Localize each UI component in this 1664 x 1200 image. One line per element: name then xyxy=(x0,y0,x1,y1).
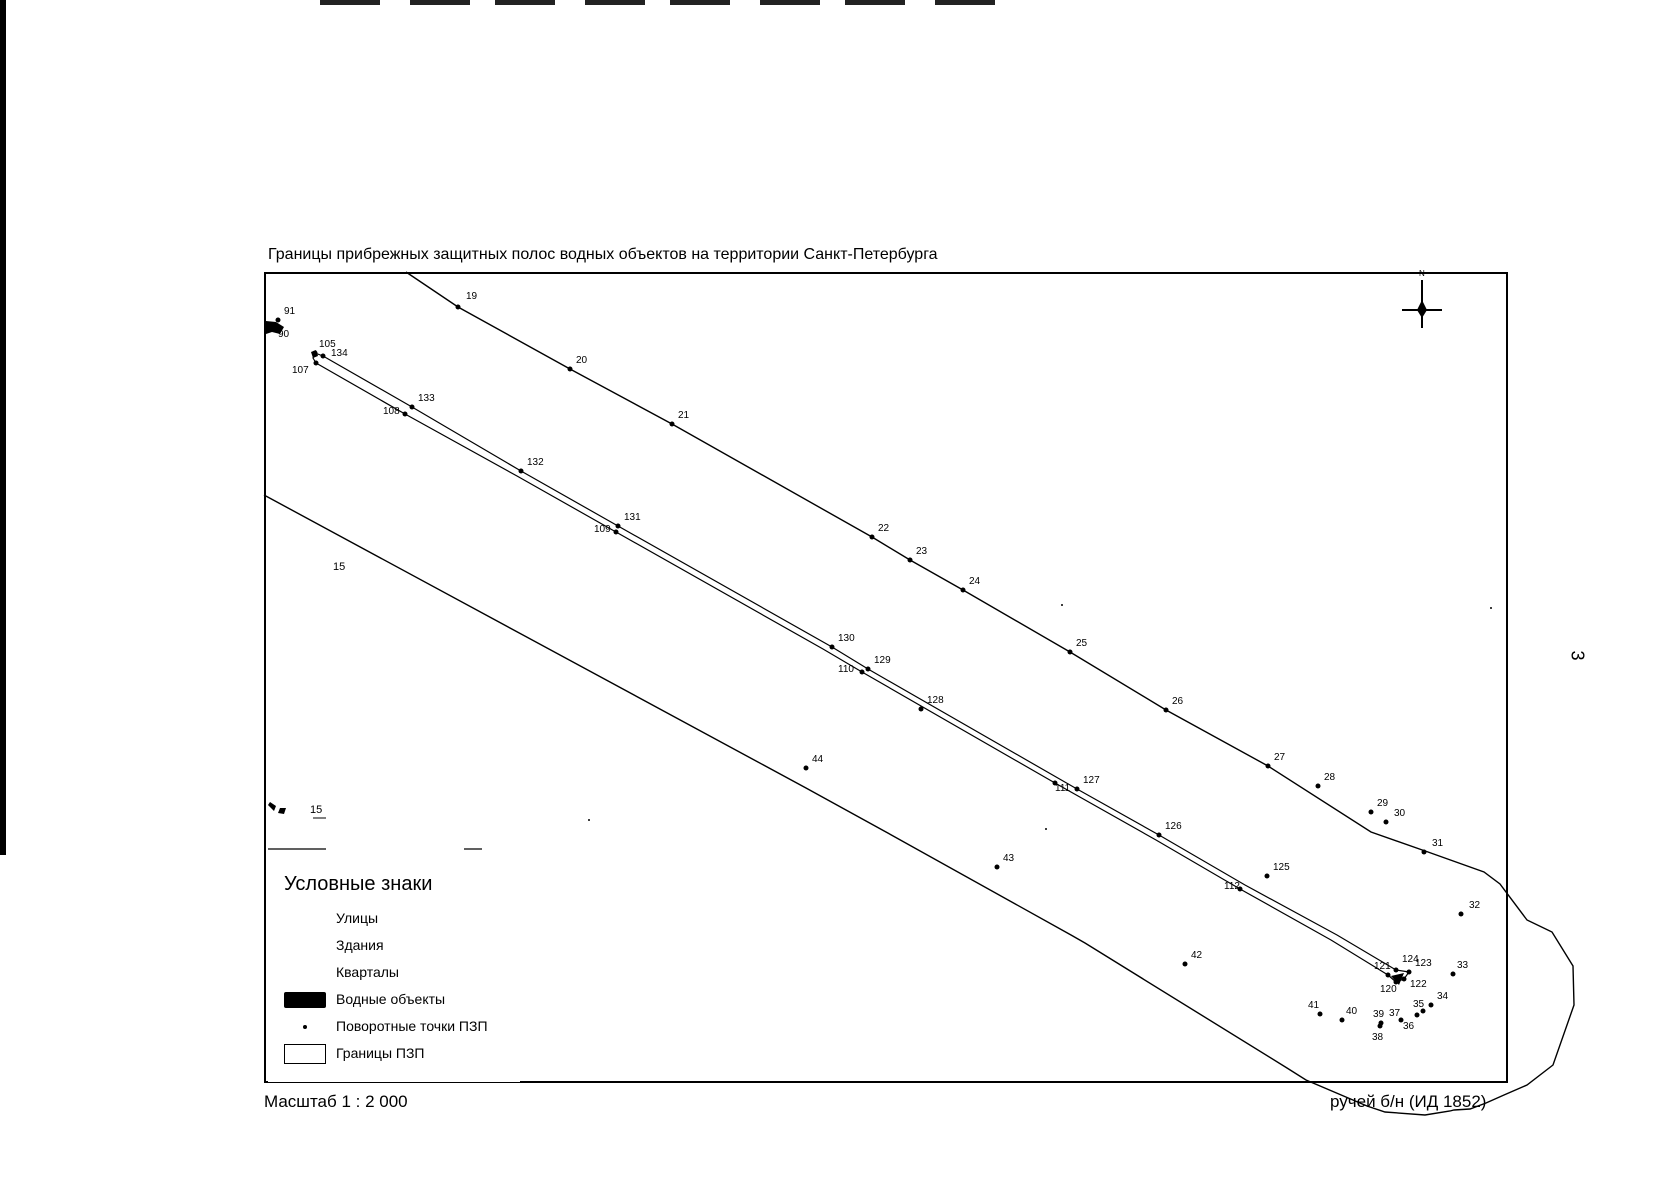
legend-label: Поворотные точки ПЗП xyxy=(336,1018,488,1034)
turning-point-label-40: 40 xyxy=(1346,1006,1358,1017)
turning-point-label-108: 108 xyxy=(383,406,400,417)
turning-point-label-128: 128 xyxy=(927,695,944,706)
block-symbol xyxy=(284,965,326,981)
noise-dot xyxy=(1045,828,1047,830)
turning-point-label-27: 27 xyxy=(1274,752,1286,763)
turning-point-105 xyxy=(313,351,318,356)
turning-point-42 xyxy=(1183,962,1188,967)
turning-point-label-110: 110 xyxy=(838,664,854,675)
turning-point-label-41: 41 xyxy=(1308,1000,1320,1011)
turning-point-124 xyxy=(1394,968,1399,973)
map-object-name: ручей б/н (ИД 1852) xyxy=(1330,1092,1487,1111)
turning-point-label-91: 91 xyxy=(284,306,296,317)
turning-point-label-22: 22 xyxy=(878,523,890,534)
turning-point-label-120: 120 xyxy=(1380,984,1397,995)
turning-point-label-107: 107 xyxy=(292,365,309,376)
turning-point-22 xyxy=(870,535,875,540)
turning-point-label-123: 123 xyxy=(1415,958,1432,969)
turning-point-label-31: 31 xyxy=(1432,838,1444,849)
turning-point-label-24: 24 xyxy=(969,576,981,587)
turning-point-132 xyxy=(519,469,524,474)
legend-label: Границы ПЗП xyxy=(336,1045,425,1061)
turning-point-label-125: 125 xyxy=(1273,862,1290,873)
turning-point-label-35: 35 xyxy=(1413,999,1425,1010)
block-label-15: 15 xyxy=(333,561,346,573)
building-symbol xyxy=(284,938,326,954)
turning-point-131 xyxy=(616,524,621,529)
scan-edge xyxy=(0,0,6,855)
turning-point-108 xyxy=(403,412,408,417)
legend-label: Улицы xyxy=(336,910,379,926)
legend-panel xyxy=(268,853,520,1082)
turning-point-133 xyxy=(410,405,415,410)
noise-dot xyxy=(1490,607,1492,609)
turning-point-19 xyxy=(456,305,461,310)
legend-label: Кварталы xyxy=(336,964,399,980)
boundary-symbol xyxy=(284,1044,326,1064)
turning-point-41 xyxy=(1318,1012,1323,1017)
turning-point-label-43: 43 xyxy=(1003,853,1015,864)
scale-label: Масштаб 1 : 2 000 xyxy=(264,1092,408,1111)
turning-point-label-23: 23 xyxy=(916,546,928,557)
turning-point-39 xyxy=(1379,1021,1384,1026)
turning-point-label-127: 127 xyxy=(1083,775,1100,786)
turning-point-symbol xyxy=(284,1019,326,1035)
turning-point-20 xyxy=(568,367,573,372)
turning-point-label-133: 133 xyxy=(418,393,435,404)
turning-point-126 xyxy=(1157,833,1162,838)
turning-point-34 xyxy=(1429,1003,1434,1008)
turning-point-label-36: 36 xyxy=(1403,1021,1415,1032)
turning-point-label-21: 21 xyxy=(678,410,690,421)
turning-point-label-42: 42 xyxy=(1191,950,1203,961)
legend-label: Водные объекты xyxy=(336,991,446,1007)
turning-point-90 xyxy=(270,323,275,328)
noise-dot xyxy=(588,819,590,821)
turning-point-label-112: 112 xyxy=(1224,881,1240,892)
water-symbol xyxy=(284,992,326,1008)
turning-point-label-19: 19 xyxy=(466,291,478,302)
turning-point-25 xyxy=(1068,650,1073,655)
block-label-15-b: 15 xyxy=(310,804,323,816)
map-title: Границы прибрежных защитных полос водных объектов на территории Санкт-Петербурга xyxy=(268,246,938,263)
turning-point-33 xyxy=(1451,972,1456,977)
turning-point-label-124: 124 xyxy=(1402,954,1419,965)
turning-point-label-33: 33 xyxy=(1457,960,1469,971)
turning-point-128 xyxy=(919,707,924,712)
turning-point-26 xyxy=(1164,708,1169,713)
turning-point-29 xyxy=(1369,810,1374,815)
turning-point-107 xyxy=(314,361,319,366)
turning-point-24 xyxy=(961,588,966,593)
turning-point-36 xyxy=(1415,1013,1420,1018)
turning-point-label-26: 26 xyxy=(1172,696,1184,707)
turning-point-label-109: 109 xyxy=(594,524,611,535)
turning-point-label-38: 38 xyxy=(1372,1032,1384,1043)
turning-point-label-111: 111 xyxy=(1055,783,1071,794)
turning-point-91 xyxy=(276,318,281,323)
page-number: 3 xyxy=(1567,650,1588,661)
turning-point-43 xyxy=(995,865,1000,870)
turning-point-122 xyxy=(1402,977,1407,982)
turning-point-label-44: 44 xyxy=(812,754,824,765)
turning-point-32 xyxy=(1459,912,1464,917)
scan-artifact xyxy=(320,0,1020,5)
turning-point-label-29: 29 xyxy=(1377,798,1389,809)
turning-point-label-131: 131 xyxy=(624,512,641,523)
turning-point-label-122: 122 xyxy=(1410,979,1427,990)
turning-point-label-134: 134 xyxy=(331,348,348,359)
turning-point-121 xyxy=(1386,973,1391,978)
turning-point-label-28: 28 xyxy=(1324,772,1336,783)
turning-point-label-25: 25 xyxy=(1076,638,1088,649)
turning-point-label-129: 129 xyxy=(874,655,891,666)
turning-point-44 xyxy=(804,766,809,771)
turning-point-label-90: 90 xyxy=(278,329,290,340)
turning-point-label-126: 126 xyxy=(1165,821,1182,832)
turning-point-label-37: 37 xyxy=(1389,1008,1401,1019)
street-symbol xyxy=(284,911,326,927)
turning-point-127 xyxy=(1075,787,1080,792)
noise-dot xyxy=(1061,604,1063,606)
turning-point-label-34: 34 xyxy=(1437,991,1449,1002)
legend-label: Здания xyxy=(336,937,384,953)
turning-point-129 xyxy=(866,667,871,672)
turning-point-21 xyxy=(670,422,675,427)
north-label: N xyxy=(1419,269,1425,278)
turning-point-23 xyxy=(908,558,913,563)
turning-point-label-20: 20 xyxy=(576,355,588,366)
turning-point-130 xyxy=(830,645,835,650)
turning-point-123 xyxy=(1407,970,1412,975)
turning-point-label-105: 105 xyxy=(319,339,336,350)
turning-point-label-32: 32 xyxy=(1469,900,1481,911)
turning-point-31 xyxy=(1422,850,1427,855)
turning-point-40 xyxy=(1340,1018,1345,1023)
turning-point-label-121: 121 xyxy=(1374,961,1391,972)
legend-title: Условные знаки xyxy=(284,873,433,895)
turning-point-label-30: 30 xyxy=(1394,808,1406,819)
turning-point-28 xyxy=(1316,784,1321,789)
turning-point-30 xyxy=(1384,820,1389,825)
turning-point-134 xyxy=(321,354,326,359)
north-arrow xyxy=(1402,269,1442,328)
turning-point-label-130: 130 xyxy=(838,633,855,644)
turning-point-27 xyxy=(1266,764,1271,769)
turning-point-125 xyxy=(1265,874,1270,879)
turning-point-label-132: 132 xyxy=(527,457,544,468)
turning-point-label-39: 39 xyxy=(1373,1009,1385,1020)
building-fragment xyxy=(268,802,286,814)
turning-point-110 xyxy=(860,670,865,675)
turning-point-109 xyxy=(614,530,619,535)
